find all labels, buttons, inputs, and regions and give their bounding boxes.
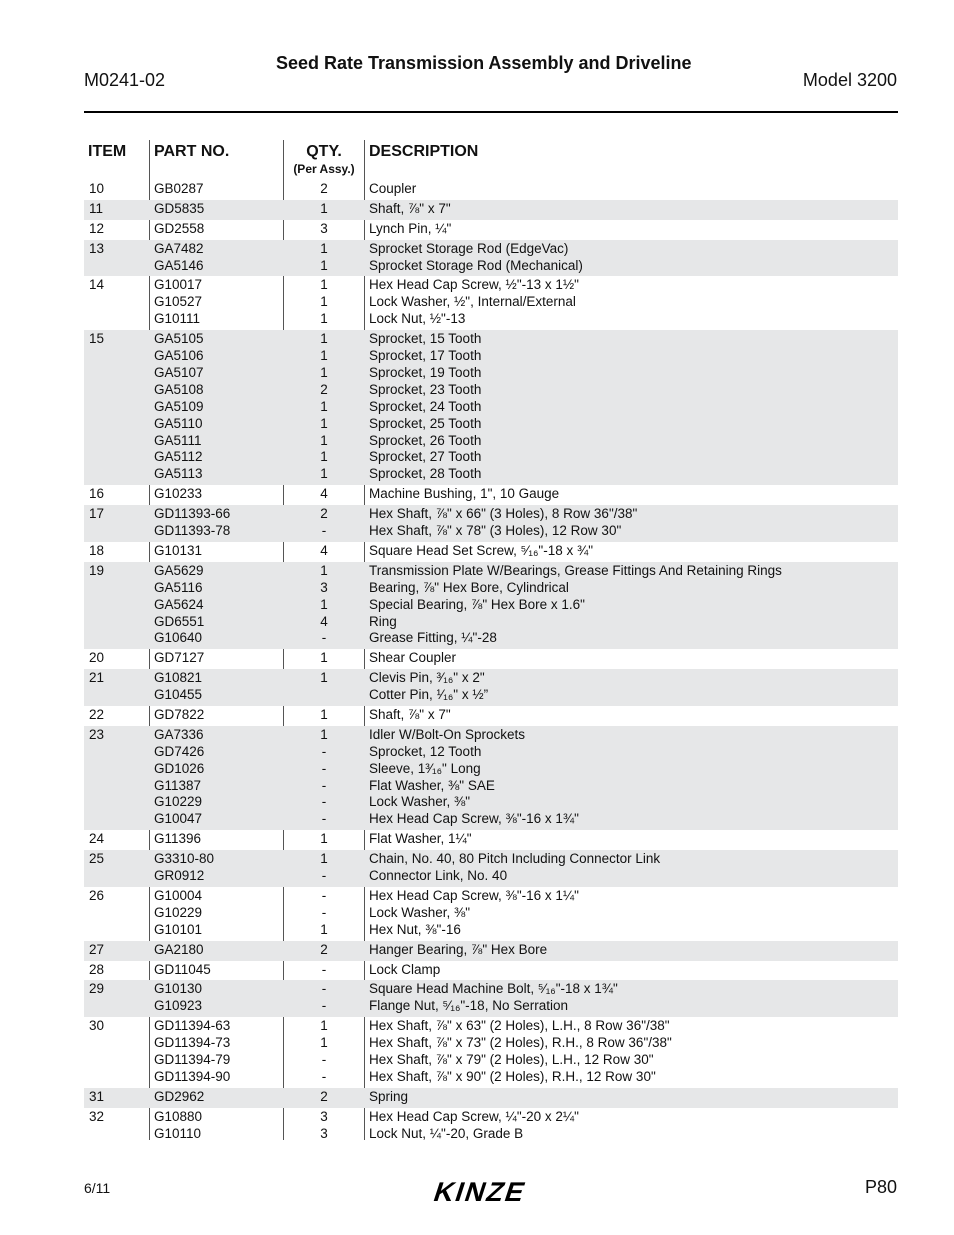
description: Hex Head Cap Screw, ⅜"-16 x 1¼"	[369, 887, 579, 903]
quantity: -	[321, 794, 327, 810]
part-number: GD11394-63	[154, 1018, 231, 1034]
part-number: GB0287	[154, 181, 204, 196]
part-number: G11387	[154, 777, 202, 793]
table-row	[84, 1088, 898, 1108]
quantity: 1	[320, 596, 328, 612]
description: Lock Nut, ¼"-20, Grade B	[369, 1125, 524, 1141]
item-number: 17	[89, 506, 105, 522]
item-number: 11	[89, 200, 104, 216]
part-number: GA5109	[154, 398, 204, 414]
footer-date: 6/11	[84, 1180, 111, 1196]
item-number: 22	[89, 707, 105, 723]
part-number: GD11394-90	[154, 1068, 231, 1084]
item-number: 26	[89, 887, 105, 903]
description: Sprocket Storage Rod (EdgeVac)	[369, 240, 569, 256]
description: Square Head Machine Bolt, ⁵⁄₁₆"-18 x 1¾"	[369, 981, 618, 997]
quantity-cell	[284, 962, 364, 979]
table-row	[84, 200, 898, 220]
part-number: GA2180	[154, 941, 204, 957]
item-number: 12	[89, 220, 105, 236]
description: Shaft, ⅞" x 7"	[369, 200, 451, 216]
quantity: 1	[320, 707, 328, 723]
description: Hex Shaft, ⅞" x 66" (3 Holes), 8 Row 36"/38"	[369, 506, 638, 522]
description-cell	[369, 942, 547, 959]
table-row	[84, 485, 898, 505]
part-number: G3310-80	[154, 851, 215, 867]
part-number: GA5112	[154, 449, 203, 465]
quantity-cell	[284, 563, 364, 647]
table-row	[84, 180, 898, 200]
part-number: G10527	[154, 294, 203, 310]
part-number: GR0912	[154, 868, 205, 884]
quantity: 1	[320, 240, 328, 256]
quantity: -	[321, 811, 327, 827]
part-number: G10047	[154, 811, 203, 827]
quantity: 1	[320, 650, 328, 666]
quantity: -	[321, 777, 327, 793]
description: Sprocket, 23 Tooth	[369, 381, 482, 397]
quantity: -	[321, 630, 327, 646]
part-number-cell	[154, 670, 202, 704]
part-number: GA5105	[154, 331, 204, 347]
part-number-cell	[154, 201, 204, 218]
quantity: -	[321, 743, 327, 759]
description: Clevis Pin, ³⁄₁₆" x 2"	[369, 670, 485, 686]
part-number: GD11394-73	[154, 1035, 231, 1051]
item-number: 18	[89, 542, 105, 558]
quantity-cell	[284, 486, 364, 503]
part-number-cell	[154, 543, 202, 560]
quantity: 3	[320, 220, 328, 236]
part-number: GD11045	[154, 961, 211, 977]
quantity: 2	[320, 181, 328, 196]
quantity: 1	[320, 364, 328, 380]
part-number: GA5107	[154, 364, 204, 380]
item-number: 27	[89, 941, 105, 957]
description: Sprocket, 28 Tooth	[369, 466, 482, 482]
description: Coupler	[369, 181, 417, 196]
quantity: 2	[320, 381, 328, 397]
part-number: GD7426	[154, 743, 205, 759]
description: Lock Washer, ⅜"	[369, 794, 471, 810]
quantity: 1	[320, 921, 328, 937]
description: Grease Fitting, ¼"-28	[369, 630, 497, 646]
description: Flange Nut, ⁵⁄₁₆"-18, No Serration	[369, 998, 568, 1014]
description: Sprocket, 25 Tooth	[369, 415, 482, 431]
description: Sprocket, 19 Tooth	[369, 364, 482, 380]
part-number: GD11394-79	[154, 1052, 231, 1068]
quantity: 1	[320, 294, 328, 310]
description: Hex Shaft, ⅞" x 90" (2 Holes), R.H., 12 Row 30"	[369, 1068, 656, 1084]
description: Sprocket, 27 Tooth	[369, 449, 482, 465]
description: Shear Coupler	[369, 650, 457, 666]
part-number: G10017	[154, 277, 203, 293]
description: Idler W/Bolt-On Sprockets	[369, 726, 526, 742]
part-number-cell	[154, 277, 202, 328]
part-number-cell	[154, 1089, 204, 1106]
description: Sprocket, 17 Tooth	[369, 348, 482, 364]
part-number-cell	[154, 1018, 230, 1086]
table-row	[84, 850, 898, 887]
item-number: 23	[89, 726, 105, 742]
description-cell	[369, 1018, 672, 1086]
description: Ring	[369, 613, 397, 629]
part-number: G10923	[154, 998, 203, 1014]
quantity: 4	[320, 613, 328, 629]
description: Hex Shaft, ⅞" x 63" (2 Holes), L.H., 8 Row 36"/38"	[369, 1018, 670, 1034]
table-row	[84, 830, 898, 850]
quantity: 4	[320, 486, 328, 502]
part-number-cell	[154, 851, 214, 885]
quantity-cell	[284, 650, 364, 667]
quantity: 1	[320, 415, 328, 431]
part-number: G10233	[154, 486, 203, 502]
table-row	[84, 1017, 898, 1088]
quantity: 1	[320, 348, 328, 364]
part-number: GD2962	[154, 1088, 205, 1104]
description-cell	[369, 707, 451, 724]
description-cell	[369, 331, 481, 483]
description-cell	[369, 563, 782, 647]
quantity: -	[321, 760, 327, 776]
quantity-cell	[284, 707, 364, 724]
item-number: 28	[89, 961, 105, 977]
description-cell	[369, 506, 637, 540]
quantity-cell	[284, 181, 364, 198]
part-number: GA5146	[154, 257, 204, 273]
quantity-cell	[284, 1089, 364, 1106]
quantity-cell	[284, 727, 364, 828]
part-number: GD11393-66	[154, 506, 231, 522]
quantity: 1	[320, 831, 328, 847]
part-number: GA5629	[154, 562, 204, 578]
page-number: P80	[864, 1177, 897, 1197]
part-number: G10880	[154, 1108, 203, 1124]
description: Hex Head Cap Screw, ½"-13 x 1½"	[369, 277, 579, 293]
part-number: G11396	[154, 831, 202, 847]
doc-number: M0241-02	[84, 70, 166, 90]
column-header-qty-sub: (Per Assy.)	[293, 162, 355, 176]
part-number: G10229	[154, 794, 203, 810]
quantity: 2	[320, 941, 328, 957]
part-number: GD7822	[154, 707, 205, 723]
part-number: GD1026	[154, 760, 205, 776]
item-number: 19	[89, 562, 105, 578]
description-cell	[369, 543, 593, 560]
quantity-cell	[284, 241, 364, 275]
part-number: GA5110	[154, 415, 203, 431]
part-number: G10110	[154, 1125, 202, 1141]
description: Sprocket, 15 Tooth	[369, 331, 482, 347]
quantity: 1	[320, 1035, 328, 1051]
part-number-cell	[154, 506, 230, 540]
table-row	[84, 941, 898, 961]
part-number: GD5835	[154, 200, 205, 216]
item-number: 32	[89, 1108, 105, 1124]
part-number: GD7127	[154, 650, 205, 666]
quantity: -	[321, 1052, 327, 1068]
kinze-logo	[430, 1176, 548, 1206]
page-title: Seed Rate Transmission Assembly and Driveline	[276, 53, 692, 73]
description-cell	[369, 851, 660, 885]
table-row	[84, 649, 898, 669]
part-number-cell	[154, 563, 204, 647]
column-header-description: DESCRIPTION	[369, 143, 479, 160]
description: Lynch Pin, ¼"	[369, 220, 452, 236]
quantity: 1	[320, 726, 328, 742]
quantity: 3	[320, 579, 328, 595]
description-cell	[369, 831, 472, 848]
description: Cotter Pin, ¹⁄₁₆" x ½”	[369, 687, 489, 703]
part-number-cell	[154, 707, 204, 724]
quantity: 1	[320, 851, 328, 867]
description: Lock Washer, ⅜"	[369, 904, 471, 920]
part-number-cell	[154, 981, 202, 1015]
description: Square Head Set Screw, ⁵⁄₁₆"-18 x ¾"	[369, 542, 594, 558]
part-number-cell	[154, 221, 204, 238]
part-number: GD6551	[154, 613, 205, 629]
quantity	[284, 687, 364, 704]
quantity-cell	[284, 1018, 364, 1086]
part-number: GA7336	[154, 726, 204, 742]
item-number: 31	[89, 1088, 105, 1104]
part-number-cell	[154, 962, 211, 979]
quantity: 1	[320, 432, 328, 448]
quantity-cell	[284, 888, 364, 939]
quantity-cell	[284, 851, 364, 885]
description: Shaft, ⅞" x 7"	[369, 707, 451, 723]
table-row	[84, 980, 898, 1017]
description: Connector Link, No. 40	[369, 868, 508, 884]
table-row	[84, 1108, 898, 1145]
part-number-cell	[154, 331, 204, 483]
description-cell	[369, 181, 416, 198]
column-header-qty: QTY.	[306, 143, 342, 160]
description: Machine Bushing, 1", 10 Gauge	[369, 486, 560, 502]
table-row	[84, 706, 898, 726]
item-number: 24	[89, 831, 105, 847]
part-number: G10640	[154, 630, 203, 646]
part-number-cell	[154, 888, 202, 939]
description: Bearing, ⅞" Hex Bore, Cylindrical	[369, 579, 569, 595]
table-row	[84, 330, 898, 485]
description-cell	[369, 241, 583, 275]
quantity: -	[321, 998, 327, 1014]
description-cell	[369, 1089, 408, 1106]
table-row	[84, 961, 898, 981]
part-number: G10101	[154, 921, 203, 937]
description: Flat Washer, 1¼"	[369, 831, 472, 847]
quantity: 3	[320, 1108, 328, 1124]
description: Hex Head Cap Screw, ¼"-20 x 2¼"	[369, 1108, 579, 1124]
description-cell	[369, 201, 451, 218]
quantity-cell	[284, 277, 364, 328]
table-row	[84, 505, 898, 542]
part-number-cell	[154, 650, 204, 667]
description: Sprocket, 26 Tooth	[369, 432, 482, 448]
description: Lock Nut, ½"-13	[369, 311, 466, 327]
item-number: 15	[89, 331, 105, 347]
table-row	[84, 220, 898, 240]
quantity-cell	[284, 331, 364, 483]
parts-table	[84, 180, 898, 1145]
table-row	[84, 276, 898, 330]
quantity: 1	[320, 257, 328, 273]
part-number: G10111	[154, 311, 201, 327]
description: Chain, No. 40, 80 Pitch Including Connector Link	[369, 851, 661, 867]
part-number: G10130	[154, 981, 203, 997]
description-cell	[369, 650, 456, 667]
part-number: GA5108	[154, 381, 204, 397]
quantity: 1	[320, 277, 328, 293]
part-number: GA7482	[154, 240, 204, 256]
column-header-item: ITEM	[88, 143, 127, 160]
item-number: 13	[89, 240, 105, 256]
quantity: 1	[320, 311, 328, 327]
part-number-cell	[154, 1109, 202, 1143]
part-number-cell	[154, 831, 201, 848]
model-label: Model 3200	[802, 70, 897, 90]
table-row	[84, 726, 898, 830]
description-cell	[369, 888, 579, 939]
quantity: -	[321, 887, 327, 903]
description-cell	[369, 221, 451, 238]
quantity: -	[321, 981, 327, 997]
description-cell	[369, 486, 559, 503]
quantity: 1	[320, 398, 328, 414]
description-cell	[369, 277, 579, 328]
part-number: G10229	[154, 904, 203, 920]
header-rule	[84, 111, 898, 113]
table-row	[84, 669, 898, 706]
description-cell	[369, 727, 579, 828]
quantity: 1	[320, 200, 328, 216]
quantity: 2	[320, 506, 328, 522]
table-row	[84, 562, 898, 650]
quantity: 1	[320, 670, 328, 686]
item-number: 14	[89, 277, 105, 293]
description: Hex Head Cap Screw, ⅜"-16 x 1¾"	[369, 811, 579, 827]
description: Lock Washer, ½", Internal/External	[369, 294, 576, 310]
quantity: 1	[320, 331, 328, 347]
part-number: G10131	[154, 542, 203, 558]
description-cell	[369, 1109, 579, 1143]
description: Lock Clamp	[369, 961, 441, 977]
quantity-cell	[284, 670, 364, 704]
item-number: 29	[89, 981, 105, 997]
quantity-cell	[284, 1109, 364, 1143]
description: Sprocket, 24 Tooth	[369, 398, 482, 414]
part-number-cell	[154, 181, 204, 198]
part-number: GA5111	[154, 432, 202, 448]
part-number: GA5106	[154, 348, 204, 364]
description-cell	[369, 981, 618, 1015]
part-number: G10004	[154, 887, 203, 903]
part-number-cell	[154, 942, 204, 959]
quantity: 1	[320, 466, 328, 482]
description: Sprocket Storage Rod (Mechanical)	[369, 257, 583, 273]
table-row	[84, 542, 898, 562]
part-number: G10455	[154, 687, 203, 703]
part-number: GA5116	[154, 579, 203, 595]
description: Hex Nut, ⅜"-16	[369, 921, 461, 937]
item-number: 20	[89, 650, 105, 666]
description: Hex Shaft, ⅞" x 79" (2 Holes), L.H., 12 Row 30"	[369, 1052, 654, 1068]
item-number: 25	[89, 851, 105, 867]
quantity: 4	[320, 542, 328, 558]
table-row	[84, 887, 898, 941]
part-number: GD2558	[154, 220, 205, 236]
quantity-cell	[284, 221, 364, 238]
quantity: 2	[320, 1088, 328, 1104]
description: Hex Shaft, ⅞" x 78" (3 Holes), 12 Row 30"	[369, 523, 622, 539]
quantity: 1	[320, 449, 328, 465]
description: Hanger Bearing, ⅞" Hex Bore	[369, 941, 548, 957]
description: Sleeve, 1³⁄₁₆" Long	[369, 760, 481, 776]
part-number-cell	[154, 727, 204, 828]
svg-text:KINZE: KINZE	[430, 1176, 531, 1206]
column-header-part: PART NO.	[154, 143, 230, 160]
part-number: GD11393-78	[154, 523, 231, 539]
item-number: 16	[89, 486, 105, 502]
item-number: 30	[89, 1018, 105, 1034]
quantity-cell	[284, 981, 364, 1015]
description: Transmission Plate W/Bearings, Grease Fittings And Retaining Rings	[369, 562, 782, 578]
quantity-cell	[284, 201, 364, 218]
quantity: 1	[320, 1018, 328, 1034]
quantity-cell	[284, 831, 364, 848]
item-number: 21	[89, 670, 105, 686]
description-cell	[369, 962, 440, 979]
table-row	[84, 240, 898, 277]
quantity: -	[321, 523, 327, 539]
description-cell	[369, 670, 488, 704]
quantity: -	[321, 904, 327, 920]
description: Hex Shaft, ⅞" x 73" (2 Holes), R.H., 8 Row 36"/38"	[369, 1035, 672, 1051]
quantity-cell	[284, 543, 364, 560]
part-number-cell	[154, 486, 202, 503]
quantity: -	[321, 868, 327, 884]
part-number-cell	[154, 241, 204, 275]
item-number: 10	[89, 181, 105, 196]
quantity: 1	[320, 562, 328, 578]
part-number: G10821	[154, 670, 203, 686]
quantity: -	[321, 1068, 327, 1084]
description: Special Bearing, ⅞" Hex Bore x 1.6"	[369, 596, 585, 612]
quantity-cell	[284, 506, 364, 540]
quantity: -	[321, 961, 327, 977]
description: Spring	[369, 1088, 409, 1104]
description: Flat Washer, ⅜" SAE	[369, 777, 495, 793]
description: Sprocket, 12 Tooth	[369, 743, 482, 759]
quantity-cell	[284, 942, 364, 959]
part-number: GA5113	[154, 466, 203, 482]
part-number: GA5624	[154, 596, 204, 612]
quantity: 3	[320, 1125, 328, 1141]
